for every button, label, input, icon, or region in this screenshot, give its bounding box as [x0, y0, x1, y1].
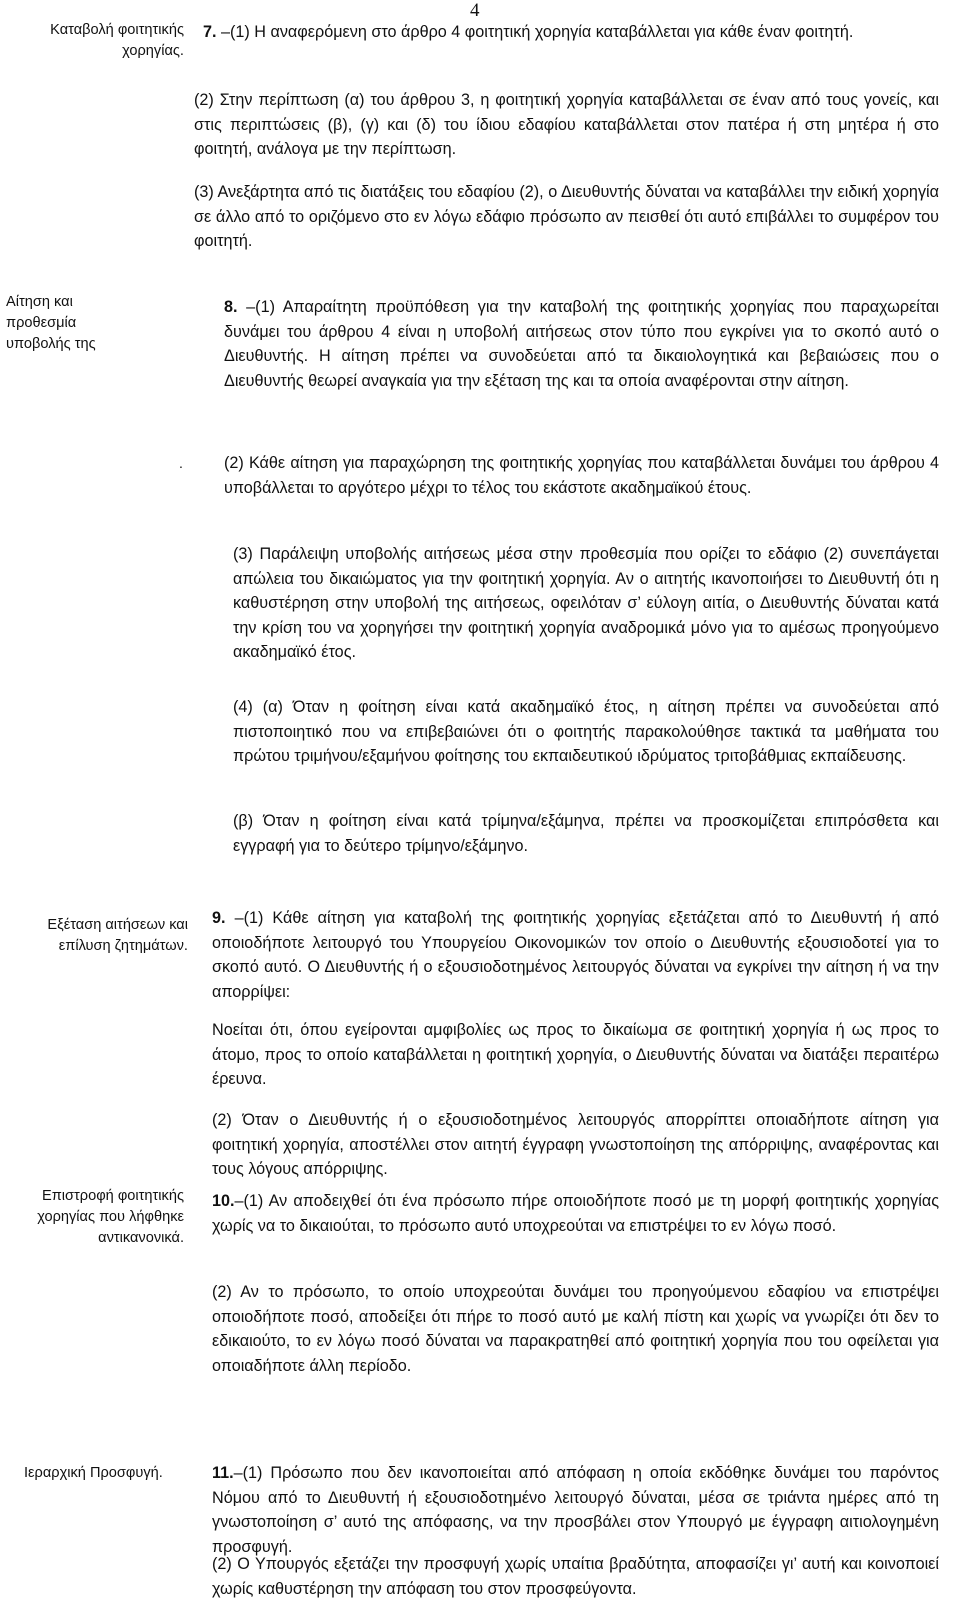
section-8-para-4b: (β) Όταν η φοίτηση είναι κατά τρίμηνα/εξάμηνα, πρέπει να προσκομίζεται επιπρόσθετα και εγγραφή για το δεύτερο τρίμηνο/εξάμηνο.: [233, 812, 939, 855]
section-10-para-1: [212, 1189, 939, 1238]
section-11-para-2: (2) Ο Υπουργός εξετάζει την προσφυγή χωρίς υπαίτια βραδύτητα, αποφασίζει γι’ αυτή και κοινοποιεί χωρίς καθυστέρηση την απόφαση του στον προσφεύγοντα.: [212, 1555, 939, 1598]
section-9-para-1: [212, 906, 939, 1004]
section-7-para-1: [203, 20, 939, 45]
section-9-para-1-text: –(1) Κάθε αίτηση για καταβολή της φοιτητικής χορηγίας εξετάζεται από το Διευθυντή ή από οποιοδήποτε λειτουργό του Υπουργείου Οικονομικών τον οποίο ο Διευθυντής εξουσιοδοτεί για το σκοπό αυτό. Ο Διευθυντής ή ο εξουσιοδοτημένος λειτουργός δύναται να εγκρίνει την αίτηση ή να την απορρίψει:: [212, 909, 939, 1001]
section-10-para-1-text: –(1) Αν αποδειχθεί ότι ένα πρόσωπο πήρε οποιοδήποτε ποσό με τη μορφή φοιτητικής χορηγίας χωρίς να το δικαιούται, το πρόσωπο αυτό υποχρεούται να επιστρέψει το εν λόγω ποσό.: [212, 1192, 939, 1235]
section-7-para-3: (3) Ανεξάρτητα από τις διατάξεις του εδαφίου (2), ο Διευθυντής δύναται να καταβάλλει την ειδική χορηγία σε άλλο από το οριζόμενο στο εν λόγω εδάφιο πρόσωπο αν πεισθεί ότι αυτό επιβάλλει το συμφέρον του φοιτητή.: [194, 183, 939, 250]
section-11-para-1: [212, 1461, 939, 1559]
section-9-proviso: Νοείται ότι, όπου εγείρονται αμφιβολίες ως προς το δικαίωμα σε φοιτητική χορηγία ή ως προς το άτομο, προς το οποίο καταβάλλεται η φοιτητική χορηγία, ο Διευθυντής δύναται να διατάξει περαιτέρω έρευνα.: [212, 1021, 939, 1088]
section-8-number: 8.: [224, 298, 238, 316]
section-9-para-2: (2) Όταν ο Διευθυντής ή ο εξουσιοδοτημένος λειτουργός απορρίπτει οποιαδήποτε αίτηση για φοιτητική χορηγία, αποστέλλει στον αιτητή έγγραφη γνωστοποίηση της απόρριψης, αναφέροντας και τους λόγους απόρριψης.: [212, 1111, 939, 1178]
section-11-para-1-text: –(1) Πρόσωπο που δεν ικανοποιείται από απόφαση η οποία εκδόθηκε δυνάμει του παρόντος Νόμου από το Διευθυντή ή εξουσιοδοτημένο λειτουργό δύναται, μέσα σε τριάντα ημέρες από τη γνωστοποίηση σ’ αυτό της απόφασης, να την προσβάλει στον Υπουργό με έγγραφη αιτιολογημένη προσφυγή.: [212, 1464, 939, 1556]
stray-dot: .: [179, 455, 183, 471]
section-7-number: 7.: [203, 23, 217, 41]
section-9-number: 9.: [212, 909, 226, 927]
section-7-para-2: (2) Στην περίπτωση (α) του άρθρου 3, η φοιτητική χορηγία καταβάλλεται σε έναν από τους γονείς, και στις περιπτώσεις (β), (γ) και (δ) του ίδιου εδαφίου καταβάλλεται στον πατέρα ή στη μητέρα ή στο φοιτητή, ανάλογα με την περίπτωση.: [194, 91, 939, 158]
page-number: 4: [470, 0, 480, 21]
section-8-para-3: (3) Παράλειψη υποβολής αιτήσεως μέσα στην προθεσμία που ορίζει το εδάφιο (2) συνεπάγεται απώλεια του δικαιώματος για την φοιτητική χορηγία. Αν ο αιτητής ικανοποιήσει το Διευθυντή ότι η καθυστέρηση στην υποβολή της αιτήσεως, οφειλόταν σ’ εύλογη αιτία, ο Διευθυντής δύναται κατά την κρίση του να χορηγήσει την φοιτητική χορηγία αναδρομικά μόνο για το αμέσως προηγούμενο ακαδημαϊκό έτος.: [233, 545, 939, 661]
section-8-para-1-text: –(1) Απαραίτητη προϋπόθεση για την καταβολή της φοιτητικής χορηγίας που παραχωρείται δυνάμει του άρθρου 4 είναι η υποβολή αιτήσεως στον τύπο που εγκρίνει για το σκοπό αυτό ο Διευθυντής. Η αίτηση πρέπει να συνοδεύεται από τα δικαιολογητικά και βεβαιώσεις που ο Διευθυντής θεωρεί αναγκαία για την εξέταση της και τα οποία αναφέρονται στην αίτηση.: [224, 298, 939, 390]
margin-note-refund: Επιστροφή φοιτητικής χορηγίας που λήφθηκε αντικανονικά.: [37, 1188, 184, 1246]
section-8-para-4a: (4) (α) Όταν η φοίτηση είναι κατά ακαδημαϊκό έτος, η αίτηση πρέπει να συνοδεύεται από πιστοποιητικό που να επιβεβαιώνει ότι ο φοιτητής παρακολούθησε τακτικά τα μαθήματα του πρώτου τριμήνου/εξαμήνου φοίτησης του εκπαιδευτικού ιδρύματος τριτοβάθμιας εκπαίδευσης.: [233, 698, 939, 765]
margin-note-payment: Καταβολή φοιτητικής χορηγίας.: [50, 22, 184, 59]
section-7-para-1-text: –(1) Η αναφερόμενη στο άρθρο 4 φοιτητική χορηγία καταβάλλεται για κάθε έναν φοιτητή.: [216, 23, 854, 41]
section-11-number: 11.: [212, 1464, 234, 1482]
margin-note-appeal: Ιεραρχική Προσφυγή.: [24, 1465, 163, 1481]
section-10-para-2: (2) Αν το πρόσωπο, το οποίο υποχρεούται δυνάμει του προηγούμενου εδαφίου να επιστρέψει οποιοδήποτε ποσό, αποδείξει ότι πήρε το ποσό αυτό με καλή πίστη και χωρίς να γνωρίζει ότι δεν το εδικαιούτο, το εν λόγω ποσό δύναται να παρακρατηθεί από φοιτητική χορηγία που του οφείλεται για οποιαδήποτε άλλη περίοδο.: [212, 1283, 939, 1375]
section-10-number: 10.: [212, 1192, 235, 1210]
section-8-para-2: (2) Κάθε αίτηση για παραχώρηση της φοιτητικής χορηγίας που καταβάλλεται δυνάμει του άρθρου 4 υποβάλλεται το αργότερο μέχρι το τέλος του εκάστοτε ακαδημαϊκού έτους.: [224, 454, 939, 497]
margin-note-application: Αίτηση και προθεσμία υποβολής της: [6, 294, 96, 352]
margin-note-examination: Εξέταση αιτήσεων και επίλυση ζητημάτων.: [47, 917, 188, 954]
section-8-para-1: [224, 295, 939, 393]
